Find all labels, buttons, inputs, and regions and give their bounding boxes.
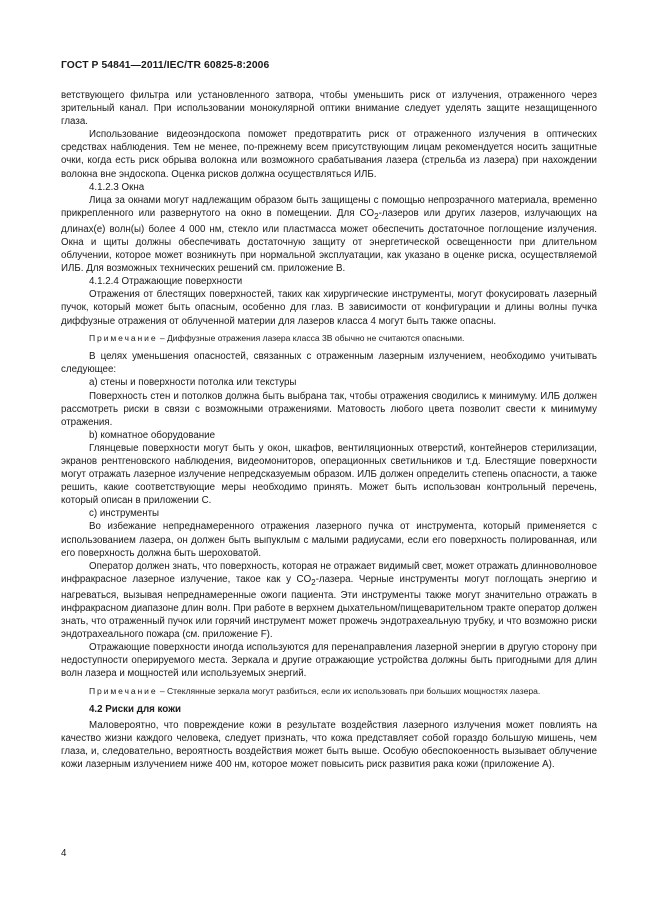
note: Примечание – Стеклянные зеркала могут разбиться, если их использовать при больших мощностях лазера. xyxy=(89,685,541,696)
list-item: b) комнатное оборудование xyxy=(89,429,216,441)
page-number: 4 xyxy=(61,848,67,859)
paragraph: В целях уменьшения опасностей, связанных с отраженным лазерным излучением, необходимо учитывать следующее: xyxy=(61,351,597,376)
list-item: с) инструменты xyxy=(89,508,160,520)
running-header: ГОСТ Р 54841—2011/IEC/TR 60825-8:2006 xyxy=(61,60,270,71)
subsection-heading: 4.1.2.3 Окна xyxy=(89,181,145,193)
section-heading: 4.2 Риски для кожи xyxy=(89,704,182,716)
list-item: а) стены и поверхности потолка или текстуры xyxy=(89,377,297,389)
paragraph: Глянцевые поверхности могут быть у окон, шкафов, вентиляционных отверстий, контейнеров стерилизации, экранов рентгеновского наблюдения, видеомониторов, операционных светильников и т.д. Блестящие поверхности могут отражать лазерное излучение непредсказуемым образом. ИЛБ должен определить степень опасности, а также решить, какие соответствующие меры необходимо принять. Может быть использован контрольный перечень, который описан в приложении С. xyxy=(61,442,597,507)
body-text xyxy=(61,89,597,772)
paragraph: Отражения от блестящих поверхностей, таких как хирургические инструменты, могут фокусировать лазерный пучок, который может быть опасным, особенно для глаз. В зависимости от конфигурации и длины волны пучка диффузные отражения от облученной материи для лазеров класса 4 могут быть также опасны. xyxy=(61,289,597,327)
paragraph: Отражающие поверхности иногда используются для перенаправления лазерной энергии в другую сторону при недоступности оперируемого места. Зеркала и другие отражающие устройства должны быть пригодными для длин волн лазера и мощностей или используемых энергий. xyxy=(61,642,597,680)
note-label: Примечание xyxy=(89,332,158,343)
paragraph: Лица за окнами могут надлежащим образом быть защищены с помощью непрозрачного материала, временно прикрепленного или развернутого на окно в помещении. Для $CO_2$-лазеров или других лазеров, излучающих на длинах(е) волн(ы) более 4 000 нм, стекло или пластмасса может обеспечить достаточное поглощение излучения. Окна и щиты должны обеспечивать достаточную защиту от энергетической освещенности при длительном облучении, которое может возникнуть при нормальной эксплуатации, как указано в оценке риска, осуществляемой ИЛБ. Для возможных технических решений см. приложение В. xyxy=(61,194,598,275)
paragraph: Во избежание непреднамеренного отражения лазерного пучка от инструмента, который применяется с использованием лазера, он должен быть выпуклым с малыми радиусами, если его поверхность полированная, или его поверхность должна быть шероховатой. xyxy=(61,521,597,559)
paragraph: Маловероятно, что повреждение кожи в результате воздействия лазерного излучения может повлиять на качество жизни каждого человека, следует признать, что кожа представляет собой гораздо большую мишень, чем глаза, и, следовательно, вероятность воздействия может быть выше. Особую обеспокоенность вызывает облучение кожи лазерным излучением ниже 400 нм, которое может повысить риск развития рака кожи (приложение А). xyxy=(61,720,597,771)
paragraph: Поверхность стен и потолков должна быть выбрана так, чтобы отражения сводились к минимуму. ИЛБ должен рассмотреть риски в связи с возможными отражениями. Матовость любого цвета позволит свести к минимуму отражения. xyxy=(61,390,597,428)
paragraph: ветствующего фильтра или установленного затвора, чтобы уменьшить риск от излучения, отраженного через зрительный канал. При использовании монокулярной оптики внимание следует уделять защите незащищенного глаза. xyxy=(61,90,597,128)
subsection-heading: 4.1.2.4 Отражающие поверхности xyxy=(89,276,243,288)
note-label: Примечание xyxy=(89,685,158,696)
note: Примечание – Диффузные отражения лазера класса 3В обычно не считаются опасными. xyxy=(89,332,465,343)
paragraph: Использование видеоэндоскопа поможет предотвратить риск от отраженного излучения в оптических средствах наблюдения. Тем не менее, по-прежнему всем присутствующим лицам рекомендуется носить защитные очки, когда есть риск обрыва волокна или возможного срабатывания лазера (стрельба из лазера) при нахождении волокна вне эндоскопа. Оценка рисков должна осуществляться ИЛБ. xyxy=(61,129,597,180)
paragraph: Оператор должен знать, что поверхность, которая не отражает видимый свет, может отражать длинноволновое инфракрасное лазерное излучение, такое как у $CO_2$-лазера. Черные инструменты могут поглощать энергию и нагреваться, вызывая непреднамеренные ожоги пациента. Эти инструменты также могут значительно отражать в инфракрасном диапазоне длин волн. При работе в верхнем дыхательном/пищеварительном тракте оператор должен знать, что отраженный пучок или горячий инструмент может прожечь эндотрахеальную трубку, и что возможно риски эндотрахеального пожара (см. приложение F). xyxy=(61,560,598,641)
